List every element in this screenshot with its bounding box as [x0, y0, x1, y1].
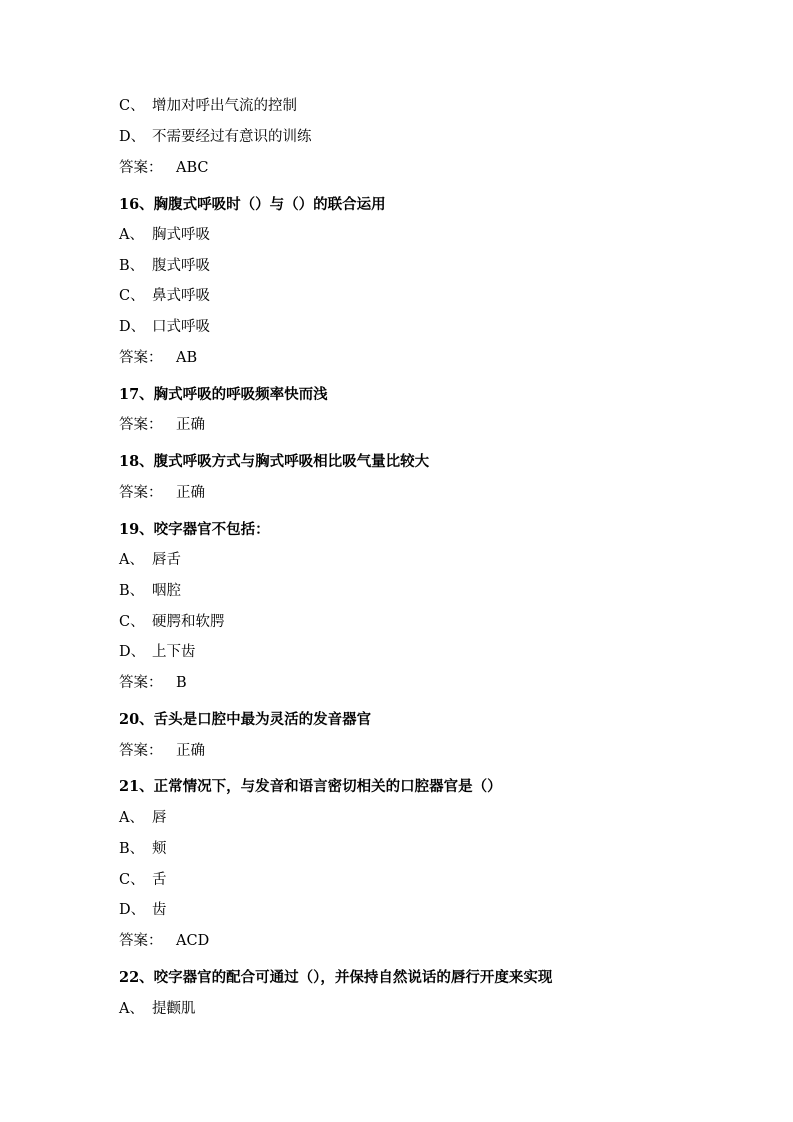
answer-line — [119, 673, 187, 693]
option-label: D、 — [119, 902, 146, 918]
option-label: D、 — [119, 644, 146, 660]
option-text: 鼻式呼吸 — [152, 288, 210, 304]
option-label: B、 — [119, 841, 145, 857]
option-label: C、 — [119, 288, 145, 304]
answer-line — [119, 483, 205, 503]
option-line — [119, 96, 297, 116]
option-line — [119, 870, 167, 890]
option-line — [119, 286, 210, 306]
option-line — [119, 581, 181, 601]
answer-text: ABC — [176, 160, 209, 176]
option-line — [119, 225, 210, 245]
option-text: 增加对呼出气流的控制 — [152, 98, 297, 114]
option-text: 颊 — [152, 841, 167, 857]
option-label: D、 — [119, 319, 146, 335]
answer-line — [119, 931, 209, 951]
answer-label: 答案： — [119, 350, 163, 366]
option-line — [119, 808, 167, 828]
question-18: 18、腹式呼吸方式与胸式呼吸相比吸气量比较大 — [119, 453, 430, 470]
answer-text: ACD — [176, 933, 210, 949]
answer-text: 正确 — [176, 485, 205, 501]
answer-text: AB — [176, 350, 198, 366]
option-line — [119, 642, 196, 662]
option-line — [119, 900, 167, 920]
question-20: 20、舌头是口腔中最为灵活的发音器官 — [119, 711, 372, 728]
answer-text: 正确 — [176, 417, 205, 433]
option-line — [119, 256, 210, 276]
option-label: A、 — [119, 227, 144, 243]
answer-line — [119, 415, 205, 435]
option-label: A、 — [119, 1001, 144, 1017]
answer-line — [119, 158, 209, 178]
option-text: 腹式呼吸 — [152, 258, 210, 274]
option-label: A、 — [119, 810, 144, 826]
question-16: 16、胸腹式呼吸时（）与（）的联合运用 — [119, 196, 386, 213]
answer-line — [119, 741, 205, 761]
option-label: B、 — [119, 258, 145, 274]
option-line — [119, 839, 167, 859]
answer-line — [119, 348, 197, 368]
answer-label: 答案： — [119, 417, 163, 433]
option-line — [119, 550, 181, 570]
option-line — [119, 612, 225, 632]
option-line — [119, 999, 196, 1019]
option-text: 胸式呼吸 — [152, 227, 210, 243]
option-label: A、 — [119, 552, 144, 568]
option-text: 舌 — [152, 872, 167, 888]
option-label: C、 — [119, 98, 145, 114]
answer-label: 答案： — [119, 675, 163, 691]
option-text: 齿 — [152, 902, 167, 918]
option-text: 咽腔 — [152, 583, 181, 599]
option-line — [119, 317, 210, 337]
answer-label: 答案： — [119, 743, 163, 759]
option-label: B、 — [119, 583, 145, 599]
answer-label: 答案： — [119, 933, 163, 949]
option-text: 唇 — [152, 810, 167, 826]
option-text: 硬腭和软腭 — [152, 614, 225, 630]
option-text: 唇舌 — [152, 552, 181, 568]
option-label: C、 — [119, 872, 145, 888]
question-17: 17、胸式呼吸的呼吸频率快而浅 — [119, 386, 328, 403]
answer-text: B — [176, 675, 187, 691]
question-22: 22、咬字器官的配合可通过（），并保持自然说话的唇行开度来实现 — [119, 969, 553, 986]
answer-text: 正确 — [176, 743, 205, 759]
answer-label: 答案： — [119, 160, 163, 176]
question-21: 21、正常情况下，与发音和语言密切相关的口腔器官是（） — [119, 778, 502, 795]
option-label: C、 — [119, 614, 145, 630]
option-text: 上下齿 — [152, 644, 196, 660]
option-label: D、 — [119, 129, 146, 145]
question-19: 19、咬字器官不包括： — [119, 521, 270, 538]
option-text: 口式呼吸 — [152, 319, 210, 335]
option-text: 不需要经过有意识的训练 — [152, 129, 312, 145]
option-text: 提颧肌 — [152, 1001, 196, 1017]
answer-label: 答案： — [119, 485, 163, 501]
option-line — [119, 127, 312, 147]
